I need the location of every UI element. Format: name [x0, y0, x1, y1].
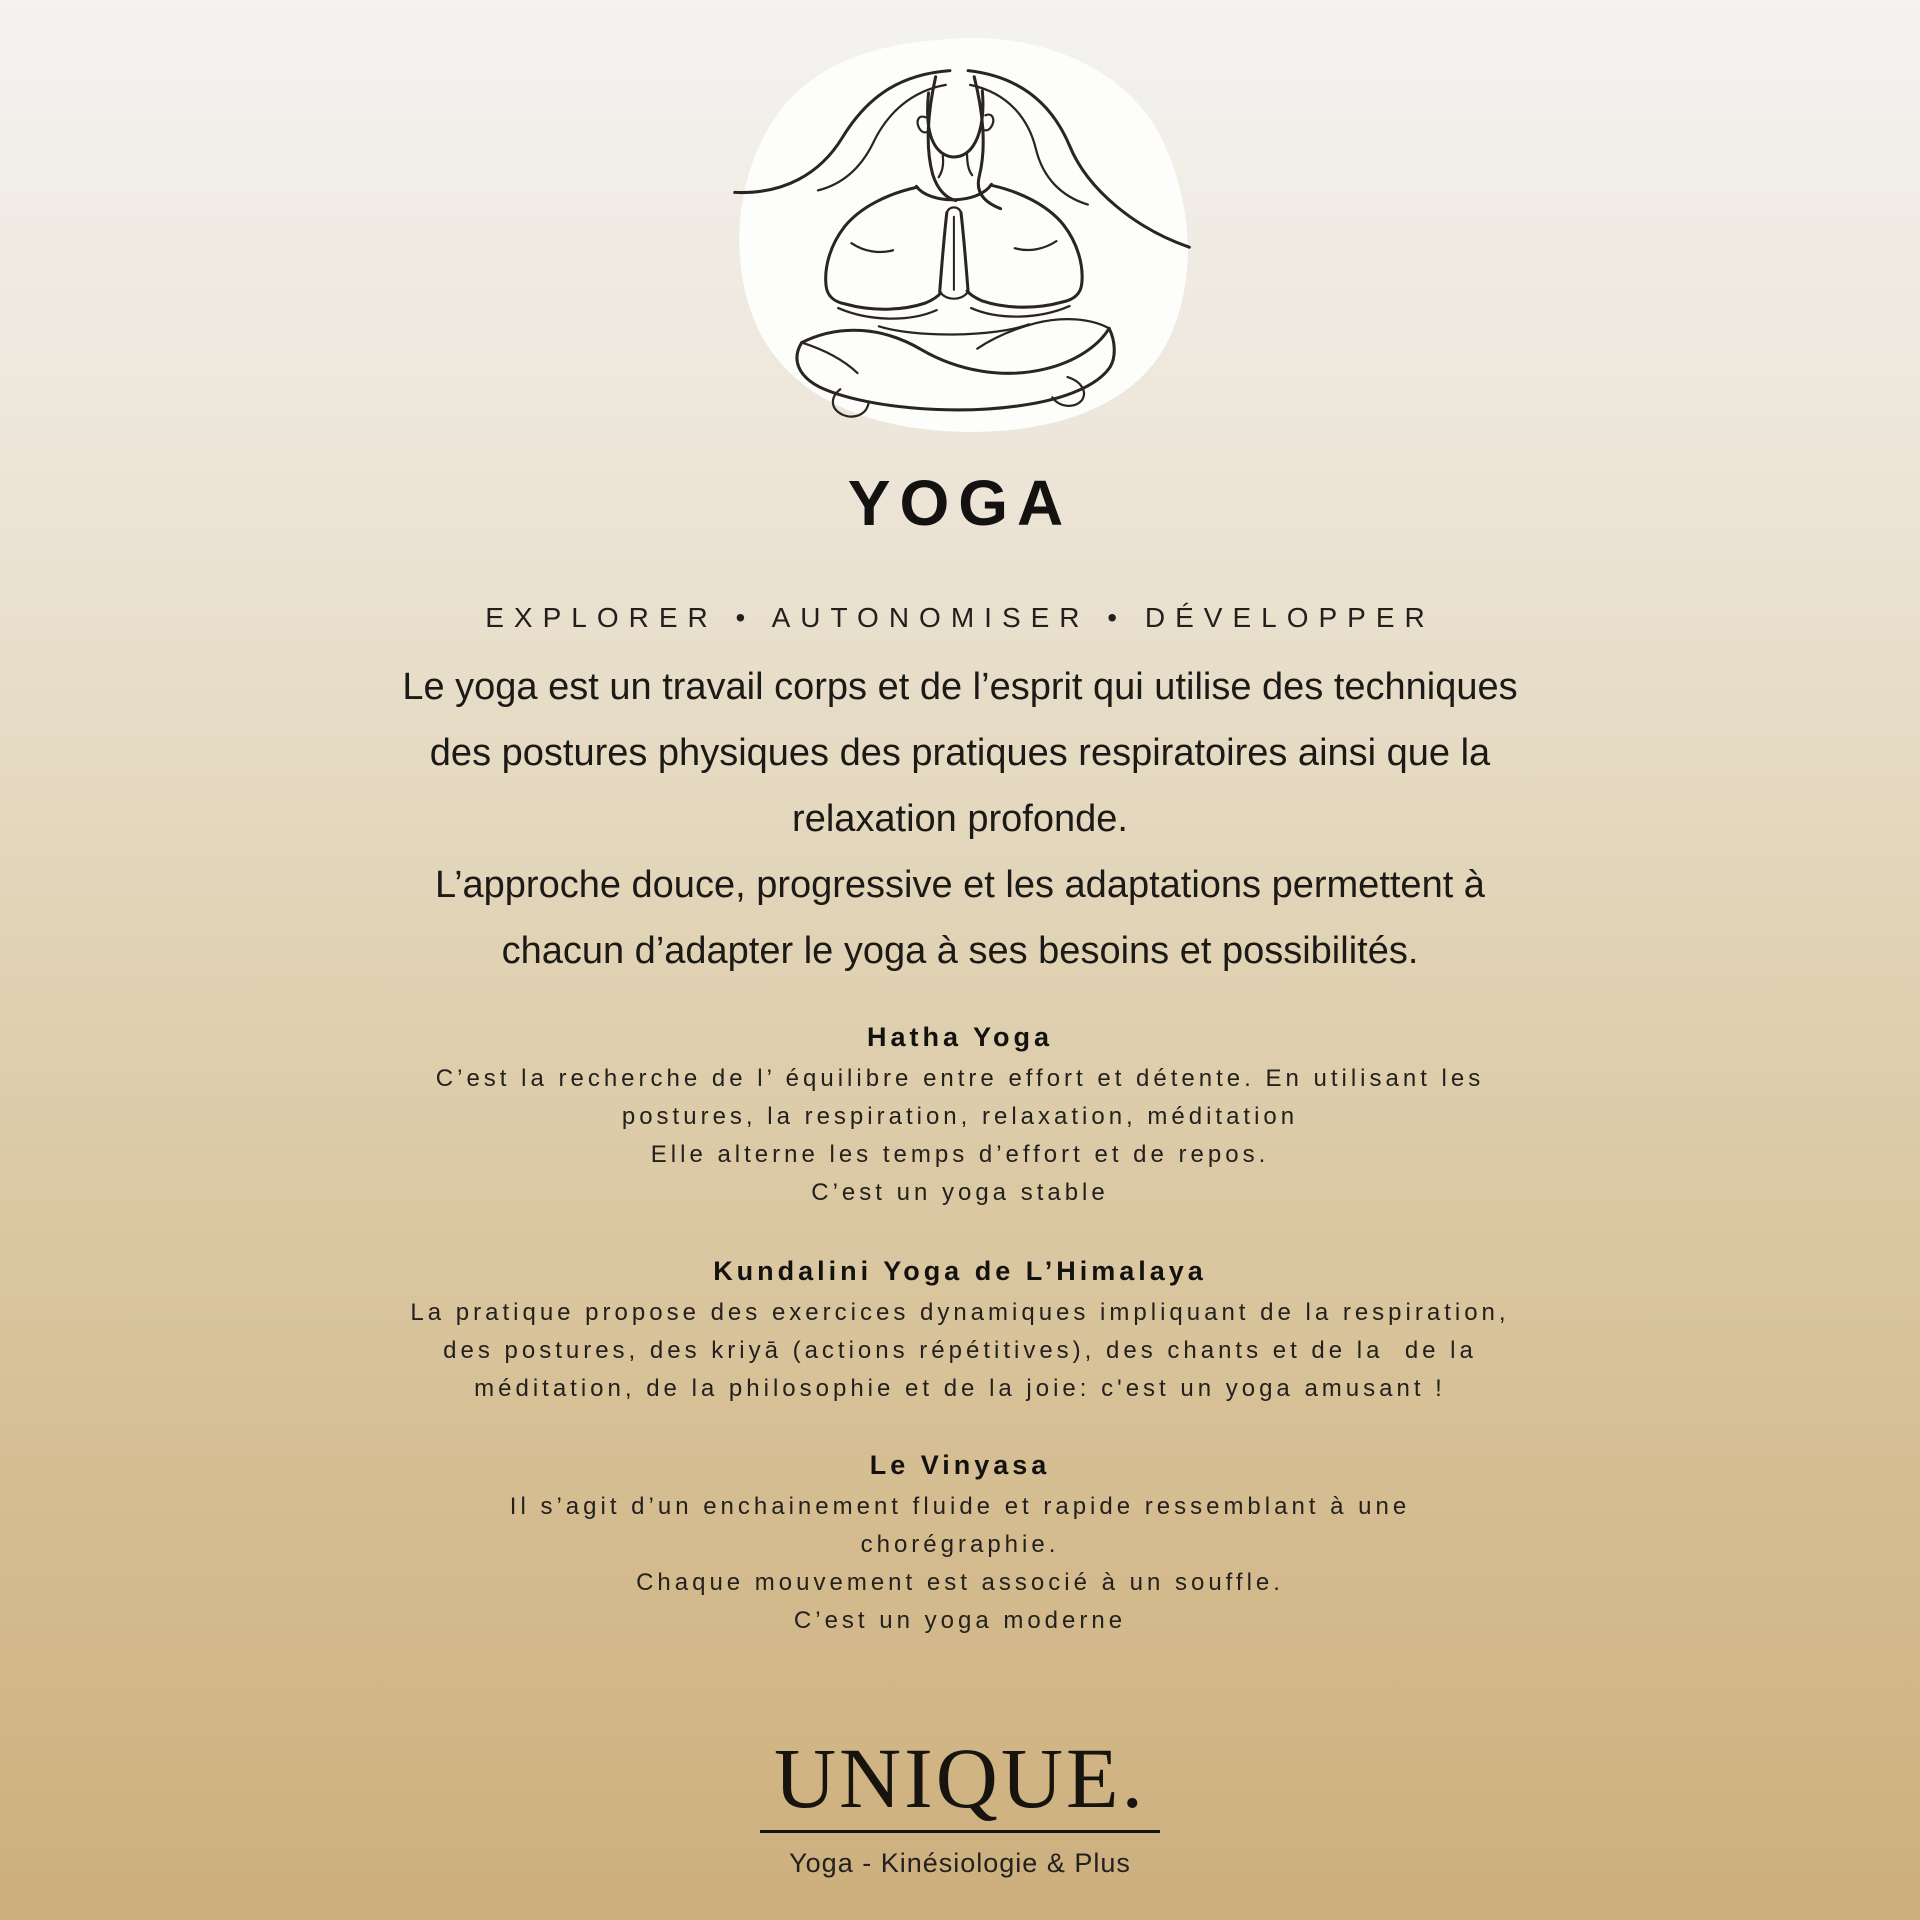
approach-line: L’approche douce, progressive et les adaptations permettent à [435, 864, 1485, 906]
section-line: C’est la recherche de l’ équilibre entre effort et détente. En utilisant les [435, 1065, 1485, 1092]
section-line: Elle alterne les temps d’effort et de repos. [650, 1141, 1270, 1168]
section-line: C’est un yoga stable [811, 1179, 1109, 1206]
intro-line: des postures physiques des pratiques respiratoires ainsi que la [429, 732, 1491, 774]
section-line: chorégraphie. [860, 1531, 1060, 1558]
tagline: EXPLORER • AUTONOMISER • DÉVELOPPER [485, 602, 1435, 633]
section-line: des postures, des kriyā (actions répétitives), des chants et de la de la [443, 1337, 1477, 1364]
section-line: La pratique propose des exercices dynamiques impliquant de la respiration, [410, 1299, 1510, 1326]
brand-underline [760, 1830, 1160, 1833]
brand-caption: Yoga - Kinésiologie & Plus [789, 1848, 1131, 1878]
approach-paragraph [0, 852, 1920, 984]
section-heading: Hatha Yoga [866, 1022, 1054, 1052]
intro-line: Le yoga est un travail corps et de l’esprit qui utilise des techniques [402, 666, 1518, 708]
section-heading: Le Vinyasa [869, 1450, 1051, 1480]
section-line: Il s’agit d’un enchainement fluide et rapide ressemblant à une [509, 1493, 1411, 1520]
section-line: C’est un yoga moderne [793, 1607, 1127, 1634]
approach-line: chacun d’adapter le yoga à ses besoins et possibilités. [501, 930, 1419, 972]
meditating-woman-illustration [717, 30, 1204, 436]
section-line: méditation, de la philosophie et de la joie: c'est un yoga amusant ! [474, 1375, 1446, 1402]
intro-paragraph [0, 654, 1920, 852]
section-kundalini-yoga [0, 1256, 1920, 1408]
brand-logo-text: UNIQUE. [773, 1730, 1147, 1826]
page-title: YOGA [847, 467, 1073, 539]
intro-line: relaxation profonde. [792, 798, 1128, 840]
section-heading: Kundalini Yoga de L’Himalaya [713, 1256, 1207, 1286]
section-hatha-yoga [0, 1022, 1920, 1212]
section-line: postures, la respiration, relaxation, méditation [621, 1103, 1299, 1130]
section-line: Chaque mouvement est associé à un souffle. [636, 1569, 1284, 1596]
section-le-vinyasa [0, 1450, 1920, 1640]
